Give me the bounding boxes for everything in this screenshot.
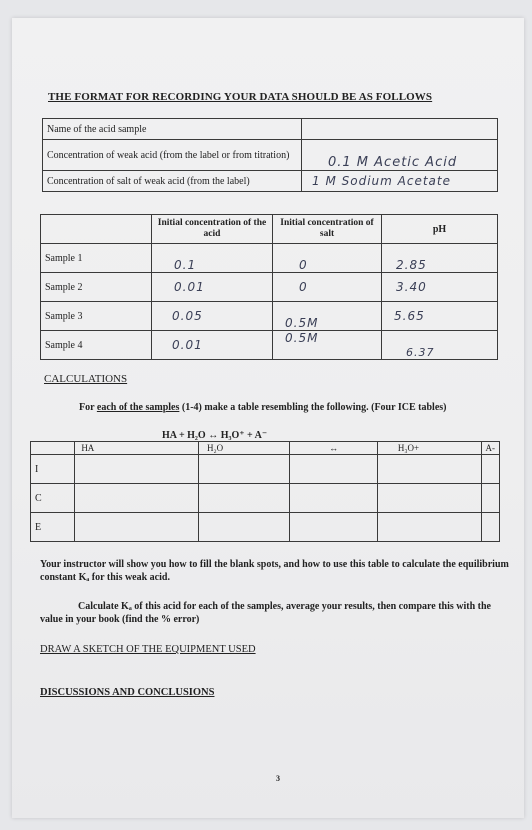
sample-info-table	[42, 118, 498, 192]
acid-value: 0.01	[152, 273, 273, 302]
sample-data-table	[40, 214, 498, 360]
table-row	[43, 119, 498, 140]
ph-value: 5.65	[382, 302, 498, 331]
header-cell: pH	[382, 215, 498, 244]
header-cell: ↔	[290, 442, 377, 455]
sample-label: Sample 3	[41, 302, 152, 331]
salt-value: 0.5M	[273, 302, 382, 331]
page-heading: THE FORMAT FOR RECORDING YOUR DATA SHOULD BE AS FOLLOWS	[48, 91, 433, 103]
row-value: 1 M Sodium Acetate	[302, 171, 498, 192]
header-cell: Initial concentration of the acid	[152, 215, 273, 244]
salt-value: 0	[273, 273, 382, 302]
table-row	[41, 331, 498, 360]
sketch-title: DRAW A SKETCH OF THE EQUIPMENT USED	[40, 644, 256, 655]
row-value	[302, 119, 498, 140]
table-row	[31, 513, 500, 542]
table-header-row	[41, 215, 498, 244]
header-cell: H₂O	[198, 442, 290, 455]
calculations-title: CALCULATIONS	[44, 373, 128, 385]
acid-value: 0.01	[152, 331, 273, 360]
table-row	[31, 484, 500, 513]
acid-value: 0.1	[152, 244, 273, 273]
ice-instructions	[79, 402, 447, 413]
salt-value: 0.5M	[273, 331, 382, 360]
header-cell: HA	[75, 442, 199, 455]
instr-post: (1-4) make a table resembling the following. (Four ICE tables)	[179, 402, 447, 413]
row-label: Concentration of salt of weak acid (from the label)	[43, 171, 302, 192]
header-cell: Initial concentration of salt	[273, 215, 382, 244]
table-row	[41, 244, 498, 273]
row-label: Name of the acid sample	[43, 119, 302, 140]
row-label: E	[31, 513, 75, 542]
table-row	[43, 171, 498, 192]
page-number: 3	[276, 774, 280, 783]
table-header-row	[31, 442, 500, 455]
instr-link: each of the samples	[96, 402, 180, 413]
header-cell: H₃O+	[377, 442, 481, 455]
calculate-ka-paragraph: Calculate Kₐ of this acid for each of the samples, average your results, then compare this with the value in your book (find the % error)	[40, 601, 491, 625]
salt-value: 0	[273, 244, 382, 273]
row-label: I	[31, 455, 75, 484]
header-cell: A-	[481, 442, 500, 455]
instr-pre: For	[79, 402, 97, 413]
table-row	[31, 455, 500, 484]
table-row	[41, 302, 498, 331]
worksheet-page	[12, 18, 524, 818]
acid-value: 0.05	[152, 302, 273, 331]
sample-label: Sample 2	[41, 273, 152, 302]
row-label: Concentration of weak acid (from the label or from titration)	[43, 140, 302, 171]
discussion-title: DISCUSSIONS AND CONCLUSIONS	[40, 687, 215, 698]
equilibrium-equation: HA + H₂O ↔ H₃O⁺ + A⁻	[162, 430, 268, 441]
table-row	[41, 273, 498, 302]
header-cell	[41, 215, 152, 244]
ice-table	[30, 441, 500, 542]
header-cell	[31, 442, 75, 455]
sample-label: Sample 4	[41, 331, 152, 360]
sample-label: Sample 1	[41, 244, 152, 273]
ph-value: 3.40	[382, 273, 498, 302]
ph-value: 2.85	[382, 244, 498, 273]
ph-value: 6.37	[382, 331, 498, 360]
row-label: C	[31, 484, 75, 513]
table-row	[43, 140, 498, 171]
instructions-paragraph: Your instructor will show you how to fill the blank spots, and how to use this table to calculate the equilibrium constant Kₐ for this weak acid.	[40, 559, 509, 583]
row-value: 0.1 M Acetic Acid	[302, 140, 498, 171]
